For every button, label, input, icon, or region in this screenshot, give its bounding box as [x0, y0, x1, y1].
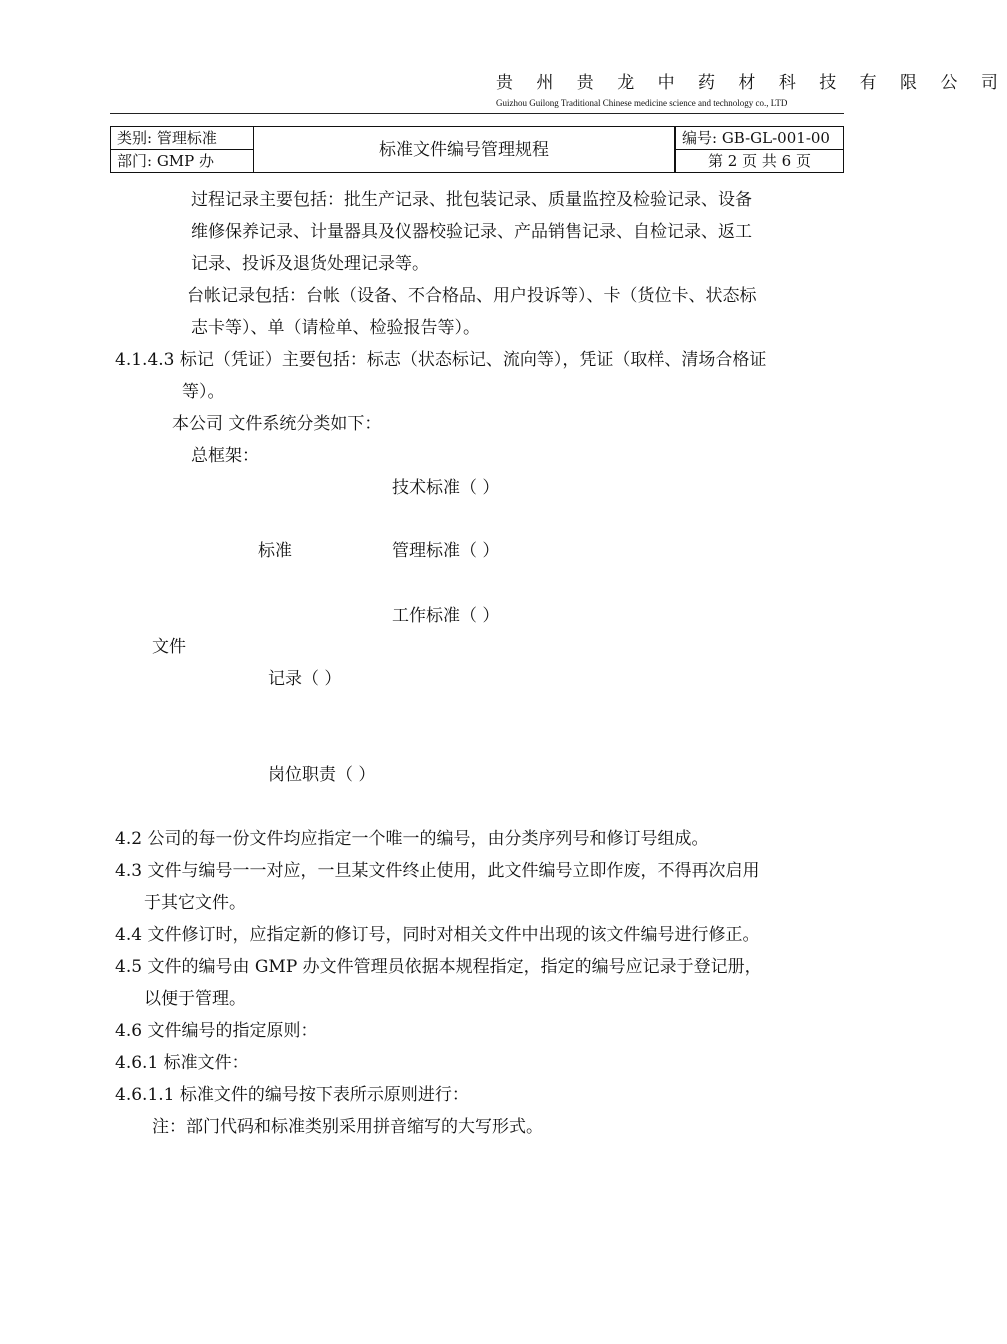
- document-header-table: [110, 126, 844, 173]
- tree-node-record: 记录（ ）: [268, 669, 342, 689]
- section-4-5: 4.5 文件的编号由 GMP 办文件管理员依据本规程指定，指定的编号应记录于登记册，: [115, 957, 762, 977]
- section-4-6: 4.6 文件编号的指定原则：: [115, 1021, 318, 1041]
- body-line: 等）。: [182, 382, 225, 402]
- section-4-2: 4.2 公司的每一份文件均应指定一个唯一的编号，由分类序列号和修订号组成。: [115, 829, 709, 849]
- tree-node-tech-standard: 技术标准（ ）: [392, 478, 500, 498]
- tree-node-document: 文件: [152, 637, 186, 657]
- body-line: 维修保养记录、计量器具及仪器校验记录、产品销售记录、自检记录、返工: [191, 222, 752, 242]
- company-name-en: Guizhou Guilong Traditional Chinese medicine science and technology co., LTD: [496, 98, 788, 108]
- header-rule: [110, 113, 844, 114]
- tree-node-standard: 标准: [258, 541, 292, 561]
- page-number: 第 2 页 共 6 页: [675, 150, 844, 173]
- note: 注：部门代码和标准类别采用拼音缩写的大写形式。: [152, 1117, 543, 1137]
- tree-node-mgmt-standard: 管理标准（ ）: [392, 541, 500, 561]
- department-cell: 部门: GMP 办: [111, 150, 254, 173]
- category-cell: 类别: 管理标准: [111, 127, 254, 150]
- body-line: 志卡等）、单（请检单、检验报告等）。: [191, 318, 480, 338]
- company-name-cn: 贵 州 贵 龙 中 药 材 科 技 有 限 公 司: [496, 73, 1007, 93]
- tree-node-post-duty: 岗位职责（ ）: [268, 765, 376, 785]
- section-4-5-cont: 以便于管理。: [144, 989, 246, 1009]
- section-4-3: 4.3 文件与编号一一对应，一旦某文件终止使用，此文件编号立即作废，不得再次启用: [115, 861, 760, 881]
- section-4-3-cont: 于其它文件。: [144, 893, 246, 913]
- body-line: 记录、投诉及退货处理记录等。: [191, 254, 429, 274]
- section-4-6-1-1: 4.6.1.1 标准文件的编号按下表所示原则进行：: [115, 1085, 469, 1105]
- body-line: 本公司 文件系统分类如下：: [172, 414, 382, 434]
- body-line: 过程记录主要包括：批生产记录、批包装记录、质量监控及检验记录、设备: [191, 190, 752, 210]
- body-line: 台帐记录包括：台帐（设备、不合格品、用户投诉等）、卡（货位卡、状态标: [187, 286, 757, 306]
- body-line: 总框架：: [191, 446, 259, 466]
- tree-node-work-standard: 工作标准（ ）: [392, 606, 500, 626]
- body-line: 4.1.4.3 标记（凭证）主要包括：标志（状态标记、流向等），凭证（取样、清场合格证: [115, 350, 767, 370]
- document-title: 标准文件编号管理规程: [254, 127, 676, 173]
- section-4-6-1: 4.6.1 标准文件：: [115, 1053, 249, 1073]
- section-4-4: 4.4 文件修订时，应指定新的修订号，同时对相关文件中出现的该文件编号进行修正。: [115, 925, 760, 945]
- document-number: 编号: GB-GL-001-00: [675, 127, 844, 150]
